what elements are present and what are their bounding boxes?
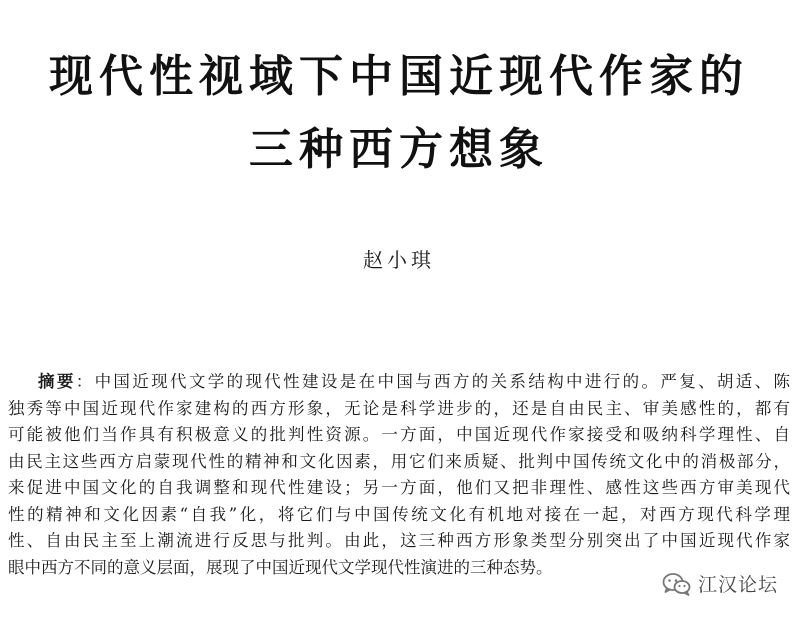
abstract-line-1: [8, 369, 790, 396]
watermark: [656, 568, 784, 599]
abstract-line-8: 眼中西方不同的意义层面，展现了中国近现代文学现代性演进的三种态势。: [8, 557, 553, 577]
abstract-line-3: 可能被他们当作具有积极意义的批判性资源。一方面，中国近现代作家接受和吸纳科学理性、自: [8, 425, 790, 444]
abstract-line-1-text: 中国近现代文学的现代性建设是在中国与西方的关系结构中进行的。严复、胡适、陈: [94, 372, 791, 391]
paper-title-line-1: 现代性视域下中国近现代作家的: [49, 51, 749, 102]
abstract-block: [8, 369, 790, 581]
abstract-line-4: 由民主这些西方启蒙现代性的精神和文化因素，用它们来质疑、批判中国传统文化中的消极部分，: [8, 451, 790, 471]
abstract-line-7: 性、自由民主至上潮流进行反思与批判。由此，这三种西方形象类型分别突出了中国近现代作家: [8, 531, 790, 550]
watermark-text: 江汉论坛: [697, 574, 778, 596]
abstract-line-5: 来促进中国文化的自我调整和现代性建设；另一方面，他们又把非理性、感性这些西方审美现代: [8, 478, 790, 497]
abstract-line-6: 性的精神和文化因素“自我”化，将它们与中国传统文化有机地对接在一起，对西方现代科学理: [8, 504, 790, 524]
paper-title-line-2: 三种西方想象: [249, 124, 549, 175]
paper-author: 赵小琪: [363, 248, 435, 272]
abstract-colon: ：: [75, 372, 95, 391]
abstract-line-2: 独秀等中国近现代作家建构的西方形象，无论是科学进步的，还是自由民主、审美感性的，都有: [8, 398, 790, 418]
abstract-label: 摘要: [38, 372, 76, 391]
wechat-icon: [662, 572, 692, 596]
